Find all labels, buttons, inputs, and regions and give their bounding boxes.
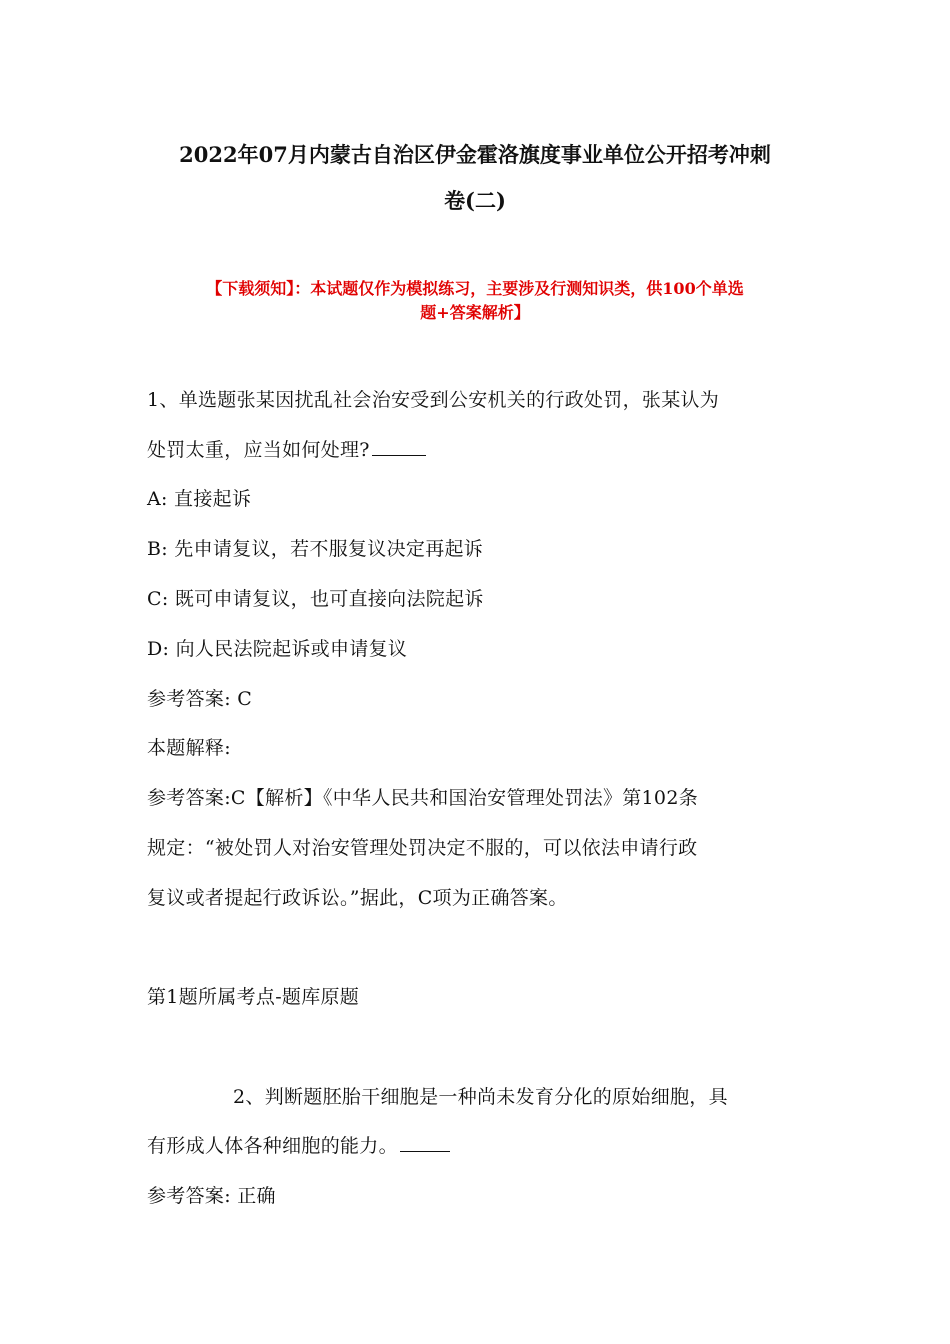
q1-knowledge-point: 第1题所属考点-题库原题 [147, 986, 360, 1008]
q2-stem-line2-wrap [147, 1133, 450, 1159]
q2-answer: 参考答案: 正确 [147, 1185, 276, 1207]
q1-explain-line3: 复议或者提起行政诉讼。”据此，C项为正确答案。 [147, 887, 568, 909]
q1-option-c: C: 既可申请复议，也可直接向法院起诉 [147, 588, 484, 610]
download-notice-line1: 【下载须知】：本试题仅作为模拟练习，主要涉及行测知识类，供100个单选 [206, 279, 744, 298]
q1-stem-line2: 处罚太重，应当如何处理? [147, 439, 370, 461]
doc-title-line2: 卷(二) [444, 188, 506, 213]
q1-stem-line1: 1、单选题张某因扰乱社会治安受到公安机关的行政处罚，张某认为 [147, 389, 720, 411]
doc-title-line1: 2022年07月内蒙古自治区伊金霍洛旗度事业单位公开招考冲刺 [179, 142, 771, 167]
q1-answer: 参考答案: C [147, 688, 253, 710]
q1-explain-line1: 参考答案:C【解析】《中华人民共和国治安管理处罚法》第102条 [147, 787, 699, 809]
q1-option-b: B: 先申请复议，若不服复议决定再起诉 [147, 538, 484, 560]
q1-option-d: D: 向人民法院起诉或申请复议 [147, 638, 408, 660]
download-notice-line2: 题+答案解析】 [420, 303, 530, 322]
q2-stem-line1: 2、判断题胚胎干细胞是一种尚未发育分化的原始细胞，具 [233, 1086, 728, 1108]
q2-stem-line2: 有形成人体各种细胞的能力。 [147, 1135, 398, 1157]
q1-option-a: A: 直接起诉 [147, 488, 252, 510]
answer-blank [372, 454, 426, 456]
q1-stem-line2-wrap [147, 437, 426, 463]
q1-explain-label: 本题解释: [147, 737, 231, 759]
q1-explain-line2: 规定：“被处罚人对治安管理处罚决定不服的，可以依法申请行政 [147, 837, 698, 859]
answer-blank [400, 1150, 450, 1152]
